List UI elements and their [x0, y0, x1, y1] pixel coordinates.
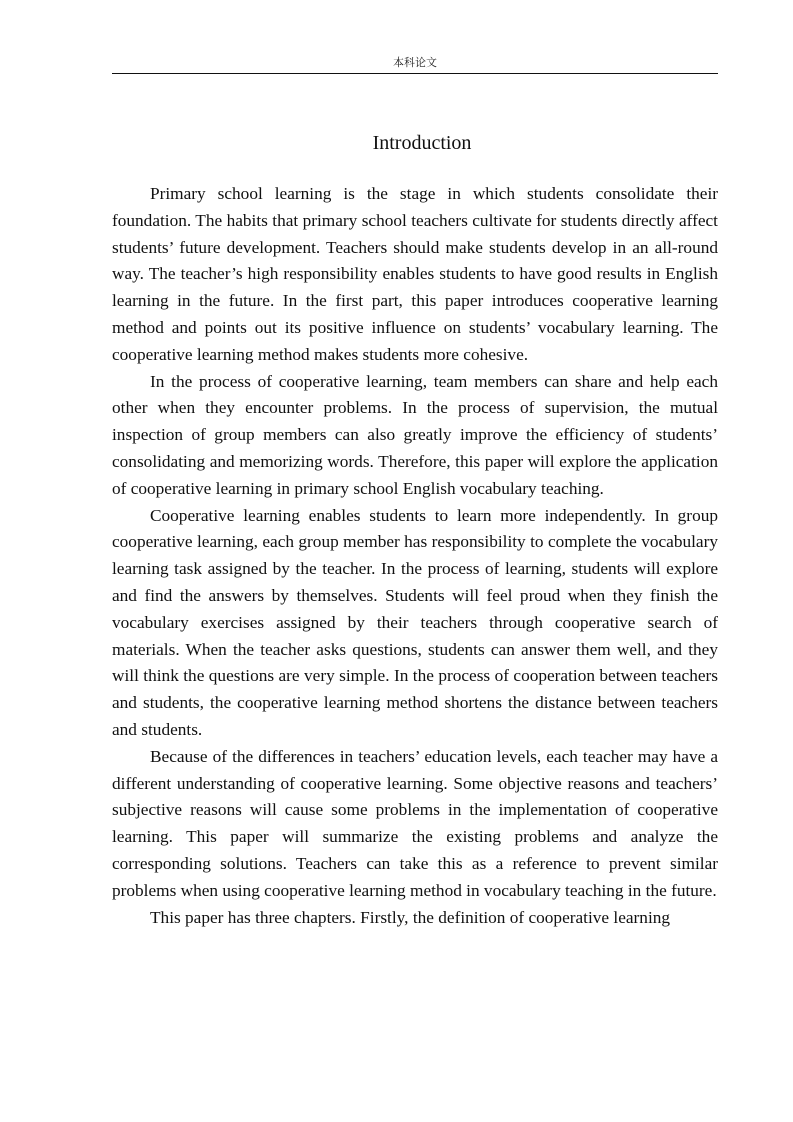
body-text [112, 181, 718, 931]
paragraph-2: In the process of cooperative learning, team members can share and help each other when they encounter problems. In the process of supervision, the mutual inspection of group members can also greatly improve the efficiency of students’ consolidating and memorizing words. Therefore, this paper will explore the application of cooperative learning in primary school English vocabulary teaching. [112, 371, 718, 498]
paragraph-1: Primary school learning is the stage in which students consolidate their foundation. The habits that primary school teachers cultivate for students directly affect students’ future development. Teachers should make students develop in an all-round way. The teacher’s high responsibility enables students to have good results in English learning in the future. In the first part, this paper introduces cooperative learning method and points out its positive influence on students’ vocabulary learning. The cooperative learning method makes students more cohesive. [112, 184, 718, 364]
section-title: Introduction [372, 132, 472, 154]
paragraph-4: Because of the differences in teachers’ education levels, each teacher may have a different understanding of cooperative learning. Some objective reasons and teachers’ subjective reasons will cause some problems in the implementation of cooperative learning. This paper will summarize the existing problems and analyze the corresponding solutions. Teachers can take this as a reference to prevent similar problems when using cooperative learning method in vocabulary teaching in the future. [112, 746, 718, 900]
paragraph-3: Cooperative learning enables students to learn more independently. In group cooperative learning, each group member has responsibility to complete the vocabulary learning task assigned by the teacher. In the process of learning, students will explore and find the answers by themselves. Students will feel proud when they finish the vocabulary exercises assigned by their teachers through cooperative search of materials. When the teacher asks questions, students can answer them well, and they will think the questions are very simple. In the process of cooperation between teachers and students, the cooperative learning method shortens the distance between teachers and students. [112, 505, 718, 739]
header-rule [112, 73, 718, 74]
paragraph-5: This paper has three chapters. Firstly, the definition of cooperative learning [150, 907, 671, 927]
running-header: 本科论文 [393, 56, 437, 69]
